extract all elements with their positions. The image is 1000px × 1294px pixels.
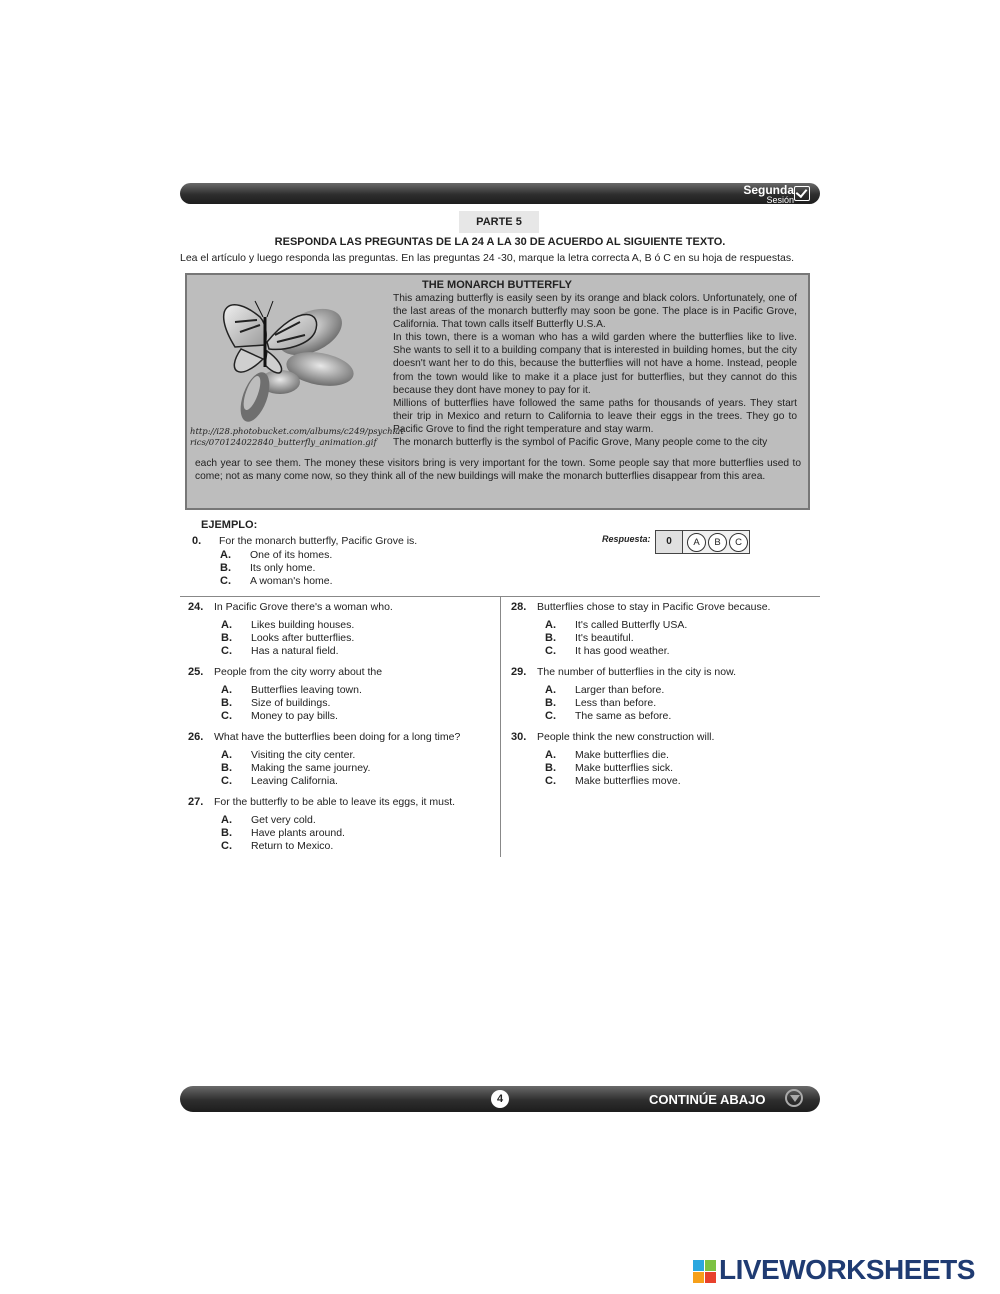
option-text: Make butterflies die.	[575, 749, 669, 761]
option-text: One of its homes.	[250, 549, 333, 561]
example-question-text: For the monarch butterfly, Pacific Grove is.	[219, 535, 418, 547]
answer-option[interactable]	[221, 619, 354, 631]
option-letter: C.	[545, 775, 556, 787]
option-letter: B.	[545, 762, 556, 774]
article-paragraph-1: This amazing butterfly is easily seen by its orange and black colors. Unfortunately, one of the last areas of the monarch butterfly may soon be gone. The place is in Pacific Grove, California. That town calls itself Butterfly U.S.A.	[393, 293, 797, 331]
option-text: Make butterflies sick.	[575, 762, 674, 774]
option-text: Its only home.	[250, 562, 316, 574]
question-number: 27.	[188, 796, 204, 808]
option-text: Leaving California.	[251, 775, 338, 787]
session-title: Segunda	[743, 183, 794, 197]
answer-option[interactable]	[221, 775, 338, 787]
image-url-line-2: rics/070124022840_butterfly_animation.gif	[190, 438, 377, 448]
answer-option[interactable]	[221, 827, 345, 839]
answer-bubble-c[interactable]: C	[729, 533, 748, 552]
option-text: It has good weather.	[575, 645, 670, 657]
option-letter: B.	[220, 562, 231, 574]
question-text: For the butterfly to be able to leave its eggs, it must.	[214, 796, 456, 808]
section-heading: RESPONDA LAS PREGUNTAS DE LA 24 A LA 30 DE ACUERDO AL SIGUIENTE TEXTO.	[274, 236, 726, 248]
option-text: A woman's home.	[250, 575, 333, 587]
option-letter: C.	[545, 645, 556, 657]
example-option-b	[220, 562, 315, 574]
example-option-a	[220, 549, 332, 561]
instructions: Lea el artículo y luego responda las preguntas. En las preguntas 24 -30, marque la letra correcta A, B ó C en su hoja de respuestas.	[180, 252, 795, 264]
option-letter: B.	[221, 632, 232, 644]
answer-option[interactable]	[221, 684, 362, 696]
option-text: Butterflies leaving town.	[251, 684, 362, 696]
answer-option[interactable]	[221, 645, 339, 657]
question-text: In Pacific Grove there's a woman who.	[214, 601, 393, 613]
part-label: PARTE 5	[459, 211, 539, 233]
option-text: Has a natural field.	[251, 645, 339, 657]
question-number: 30.	[511, 731, 527, 743]
session-subtitle: Sesión	[766, 195, 794, 205]
option-letter: A.	[221, 749, 232, 761]
question	[188, 601, 393, 613]
arrow-down-circle-icon[interactable]	[785, 1089, 803, 1107]
liveworksheets-logo-text: LIVEWORKSHEETS	[719, 1254, 975, 1285]
option-letter: B.	[221, 697, 232, 709]
article-body	[393, 292, 797, 449]
option-letter: C.	[221, 840, 232, 852]
answer-label: Respuesta:	[602, 534, 651, 544]
answer-option[interactable]	[545, 749, 669, 761]
answer-option[interactable]	[221, 697, 330, 709]
article-paragraph-4: The monarch butterfly is the symbol of Pacific Grove, Many people come to the city	[393, 437, 768, 449]
option-text: Size of buildings.	[251, 697, 331, 709]
question	[188, 731, 460, 743]
option-text: Make butterflies move.	[575, 775, 681, 787]
answer-option[interactable]	[221, 632, 354, 644]
option-letter: C.	[220, 575, 231, 587]
answer-option[interactable]	[545, 775, 681, 787]
option-letter: C.	[221, 775, 232, 787]
divider-vertical	[500, 597, 501, 857]
answer-bubble-a[interactable]: A	[687, 533, 706, 552]
butterfly-illustration	[205, 287, 365, 427]
option-letter: A.	[221, 814, 232, 826]
answer-option[interactable]	[545, 710, 671, 722]
question-text: People from the city worry about the	[214, 666, 383, 678]
question	[511, 731, 714, 743]
answer-bubble-b[interactable]: B	[708, 533, 727, 552]
option-text: Less than before.	[575, 697, 657, 709]
option-letter: C.	[221, 645, 232, 657]
option-text: Have plants around.	[251, 827, 345, 839]
answer-number: 0	[656, 531, 683, 553]
option-letter: A.	[545, 684, 556, 696]
option-text: The same as before.	[575, 710, 672, 722]
option-letter: B.	[221, 827, 232, 839]
question-number: 25.	[188, 666, 204, 678]
continue-label: CONTINÚE ABAJO	[649, 1092, 766, 1107]
answer-option[interactable]	[221, 710, 338, 722]
article-paragraph-4-continued: each year to see them. The money these visitors bring is very important for the town. Some people say that more butterflies used to come; not as many come now, so they think all of the new buildings will make the monarch butterflies disappear from this area.	[195, 458, 801, 483]
option-text: It's beautiful.	[575, 632, 634, 644]
option-text: Larger than before.	[575, 684, 665, 696]
answer-option[interactable]	[545, 684, 664, 696]
question-number: 29.	[511, 666, 527, 678]
option-letter: A.	[545, 619, 556, 631]
option-letter: C.	[545, 710, 556, 722]
answer-option[interactable]	[545, 619, 687, 631]
image-source-url	[190, 427, 404, 449]
option-text: Get very cold.	[251, 814, 316, 826]
question	[188, 796, 455, 808]
image-url-line-1: http://i28.photobucket.com/albums/c249/psychiat	[190, 427, 404, 437]
question-text: Butterflies chose to stay in Pacific Grove because.	[537, 601, 771, 613]
answer-option[interactable]	[221, 749, 355, 761]
question-text: The number of butterflies in the city is now.	[537, 666, 737, 678]
answer-option[interactable]	[221, 814, 316, 826]
option-text: Money to pay bills.	[251, 710, 338, 722]
answer-option[interactable]	[545, 697, 656, 709]
example-option-c	[220, 575, 333, 587]
question-number: 26.	[188, 731, 204, 743]
question-number: 28.	[511, 601, 527, 613]
option-text: Looks after butterflies.	[251, 632, 355, 644]
option-text: It's called Butterfly USA.	[575, 619, 688, 631]
question	[188, 666, 382, 678]
question	[511, 666, 736, 678]
option-letter: B.	[545, 697, 556, 709]
question-text: What have the butterflies been doing for a long time?	[214, 731, 461, 743]
option-letter: A.	[221, 619, 232, 631]
answer-sheet-example	[655, 530, 750, 554]
option-letter: A.	[220, 549, 231, 561]
option-text: Return to Mexico.	[251, 840, 334, 852]
question-text: People think the new construction will.	[537, 731, 715, 743]
answer-option[interactable]	[221, 762, 370, 774]
example-label: EJEMPLO:	[201, 519, 258, 531]
option-text: Making the same journey.	[251, 762, 371, 774]
check-box-icon	[794, 186, 810, 201]
answer-option[interactable]	[545, 632, 634, 644]
option-text: Likes building houses.	[251, 619, 355, 631]
answer-option[interactable]	[545, 762, 673, 774]
answer-option[interactable]	[545, 645, 670, 657]
question-number: 24.	[188, 601, 204, 613]
answer-option[interactable]	[221, 840, 333, 852]
liveworksheets-logo-icon	[693, 1260, 717, 1284]
option-letter: B.	[545, 632, 556, 644]
option-letter: C.	[221, 710, 232, 722]
option-letter: B.	[221, 762, 232, 774]
session-header-bar	[180, 183, 820, 204]
article-paragraph-2: In this town, there is a woman who has a wild garden where the butterflies like to live. She wants to sell it to a building company that is interested in building homes, but the city doesn't want her to do this, because the butterflies will not have a home. Instead, people from the town would like to make it a place just for butterflies, but they cannot do this because they dont have money to pay for it.	[393, 332, 797, 396]
option-letter: A.	[221, 684, 232, 696]
session-label	[743, 183, 794, 205]
page-number: 4	[491, 1090, 509, 1108]
example-question	[192, 535, 417, 547]
article-title: THE MONARCH BUTTERFLY	[422, 279, 572, 291]
question	[511, 601, 770, 613]
example-number: 0.	[192, 535, 202, 547]
option-text: Visiting the city center.	[251, 749, 356, 761]
option-letter: A.	[545, 749, 556, 761]
article-paragraph-3: Millions of butterflies have followed the same paths for thousands of years. They start their trip in Mexico and return to California to leave their eggs in the trees. They go to Pacific Grove to find the right temperature and stay warm.	[393, 397, 797, 435]
